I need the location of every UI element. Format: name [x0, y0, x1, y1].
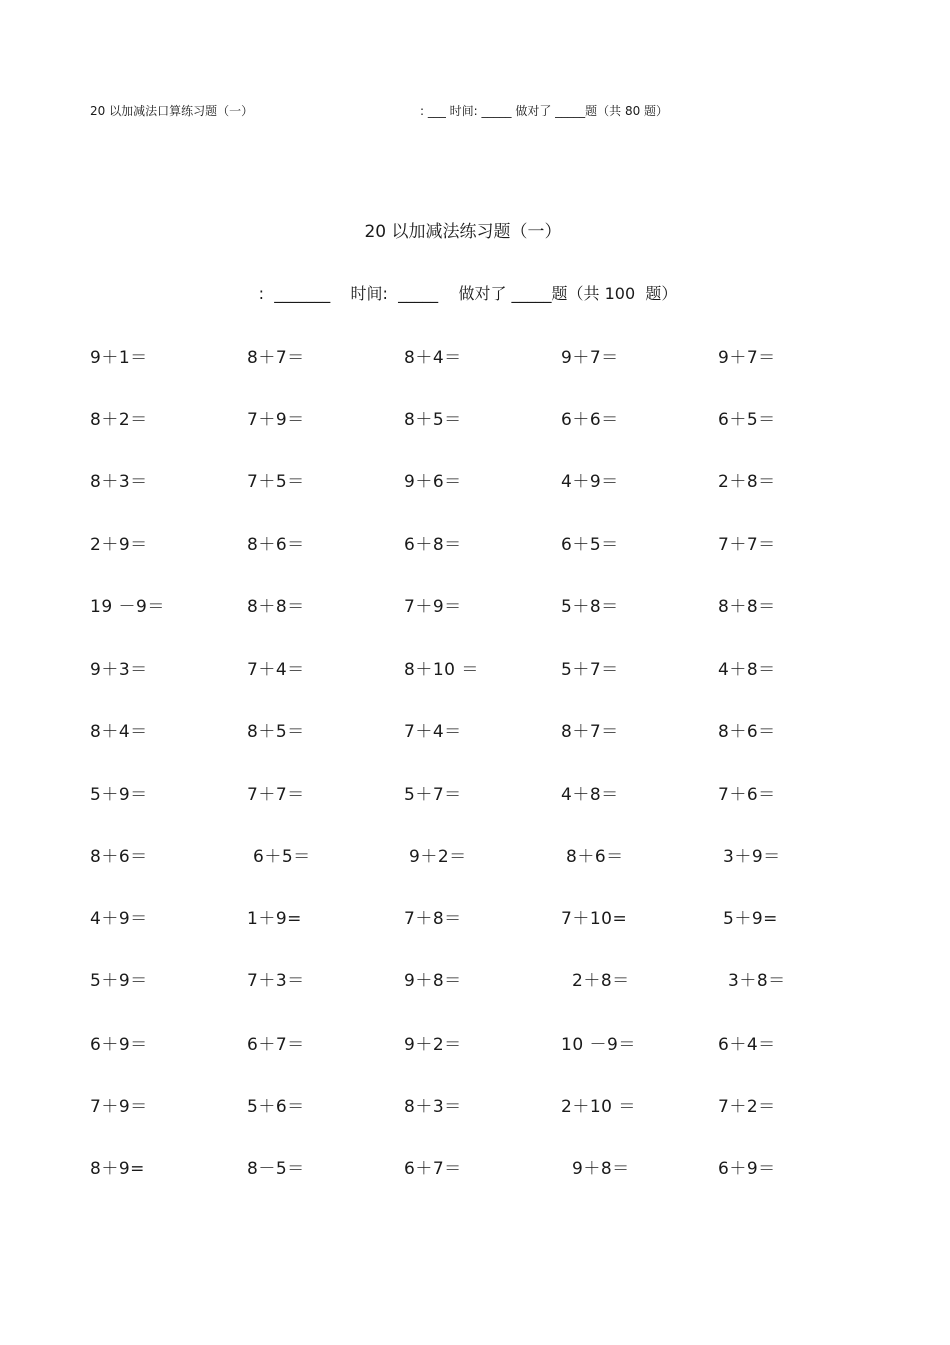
problem-item: 5＋6＝: [247, 1097, 305, 1117]
problem-item: 2＋8＝: [718, 472, 776, 492]
problem-item: 8＋5＝: [404, 410, 462, 430]
problem-item: 6＋7＝: [247, 1035, 305, 1055]
problem-item: 7＋7＝: [718, 535, 776, 555]
problem-item: 9＋6＝: [404, 472, 462, 492]
page-header-right: : ___ 时间: _____ 做对了 _____题（共 80 题）: [420, 104, 669, 118]
problem-item: 3＋9＝: [723, 847, 781, 867]
problem-item: 2＋8＝: [572, 971, 630, 991]
problem-item: 8＋8＝: [247, 597, 305, 617]
problem-item: 6＋7＝: [404, 1159, 462, 1179]
problem-item: 6＋5＝: [718, 410, 776, 430]
problem-item: 1＋9=: [247, 909, 302, 929]
problem-item: 6＋9＝: [90, 1035, 148, 1055]
problem-item: 10 －9＝: [561, 1035, 636, 1055]
problem-item: 5＋7＝: [561, 660, 619, 680]
problem-item: 7＋9＝: [90, 1097, 148, 1117]
problem-item: 6＋6＝: [561, 410, 619, 430]
problem-item: 7＋9＝: [404, 597, 462, 617]
problem-item: 4＋9＝: [90, 909, 148, 929]
problem-item: 6＋5＝: [253, 847, 311, 867]
problem-item: 4＋8＝: [718, 660, 776, 680]
problem-item: 6＋5＝: [561, 535, 619, 555]
problem-item: 7＋10=: [561, 909, 628, 929]
problem-item: 9＋7＝: [561, 348, 619, 368]
problem-item: 8＋5＝: [247, 722, 305, 742]
problem-item: 2＋9＝: [90, 535, 148, 555]
problem-item: 4＋8＝: [561, 785, 619, 805]
problem-item: 8＋3＝: [404, 1097, 462, 1117]
problem-item: 5＋8＝: [561, 597, 619, 617]
problem-item: 8＋10 ＝: [404, 660, 479, 680]
problem-item: 2＋10 ＝: [561, 1097, 636, 1117]
problem-item: 4＋9＝: [561, 472, 619, 492]
problem-item: 9＋3＝: [90, 660, 148, 680]
problem-item: 9＋8＝: [404, 971, 462, 991]
page-header-left: 20 以加减法口算练习题（一）: [90, 104, 254, 118]
problem-item: 6＋4＝: [718, 1035, 776, 1055]
problem-item: 7＋9＝: [247, 410, 305, 430]
problem-item: 9＋2＝: [409, 847, 467, 867]
problem-item: 8＋6＝: [90, 847, 148, 867]
problem-item: 5＋9＝: [90, 971, 148, 991]
problem-item: 8＋4＝: [90, 722, 148, 742]
problem-item: 7＋2＝: [718, 1097, 776, 1117]
problem-item: 8＋3＝: [90, 472, 148, 492]
problem-item: 8＋4＝: [404, 348, 462, 368]
problem-item: 7＋7＝: [247, 785, 305, 805]
problem-item: 8＋6＝: [247, 535, 305, 555]
problem-item: 7＋8＝: [404, 909, 462, 929]
problem-item: 8＋6＝: [718, 722, 776, 742]
worksheet-title: 20 以加减法练习题（一）: [364, 222, 562, 242]
problem-item: 8＋2＝: [90, 410, 148, 430]
problem-item: 7＋4＝: [247, 660, 305, 680]
problem-item: 9＋1＝: [90, 348, 148, 368]
problem-item: 5＋9＝: [90, 785, 148, 805]
problem-item: 7＋6＝: [718, 785, 776, 805]
problem-item: 9＋7＝: [718, 348, 776, 368]
problem-item: 8＋7＝: [247, 348, 305, 368]
problem-item: 9＋2＝: [404, 1035, 462, 1055]
problem-item: 19 －9＝: [90, 597, 165, 617]
problem-item: 8＋6＝: [566, 847, 624, 867]
worksheet-info-line: : _______ 时间: _____ 做对了 _____题（共 100 题）: [258, 284, 678, 303]
problem-item: 5＋7＝: [404, 785, 462, 805]
problem-item: 7＋3＝: [247, 971, 305, 991]
problem-item: 8－5＝: [247, 1159, 305, 1179]
problem-item: 7＋4＝: [404, 722, 462, 742]
problem-item: 6＋8＝: [404, 535, 462, 555]
problem-item: 8＋7＝: [561, 722, 619, 742]
problem-item: 3＋8＝: [728, 971, 786, 991]
problem-item: 9＋8＝: [572, 1159, 630, 1179]
problem-item: 8＋9=: [90, 1159, 145, 1179]
problem-item: 5＋9=: [723, 909, 778, 929]
problem-item: 8＋8＝: [718, 597, 776, 617]
problem-item: 7＋5＝: [247, 472, 305, 492]
problem-item: 6＋9＝: [718, 1159, 776, 1179]
